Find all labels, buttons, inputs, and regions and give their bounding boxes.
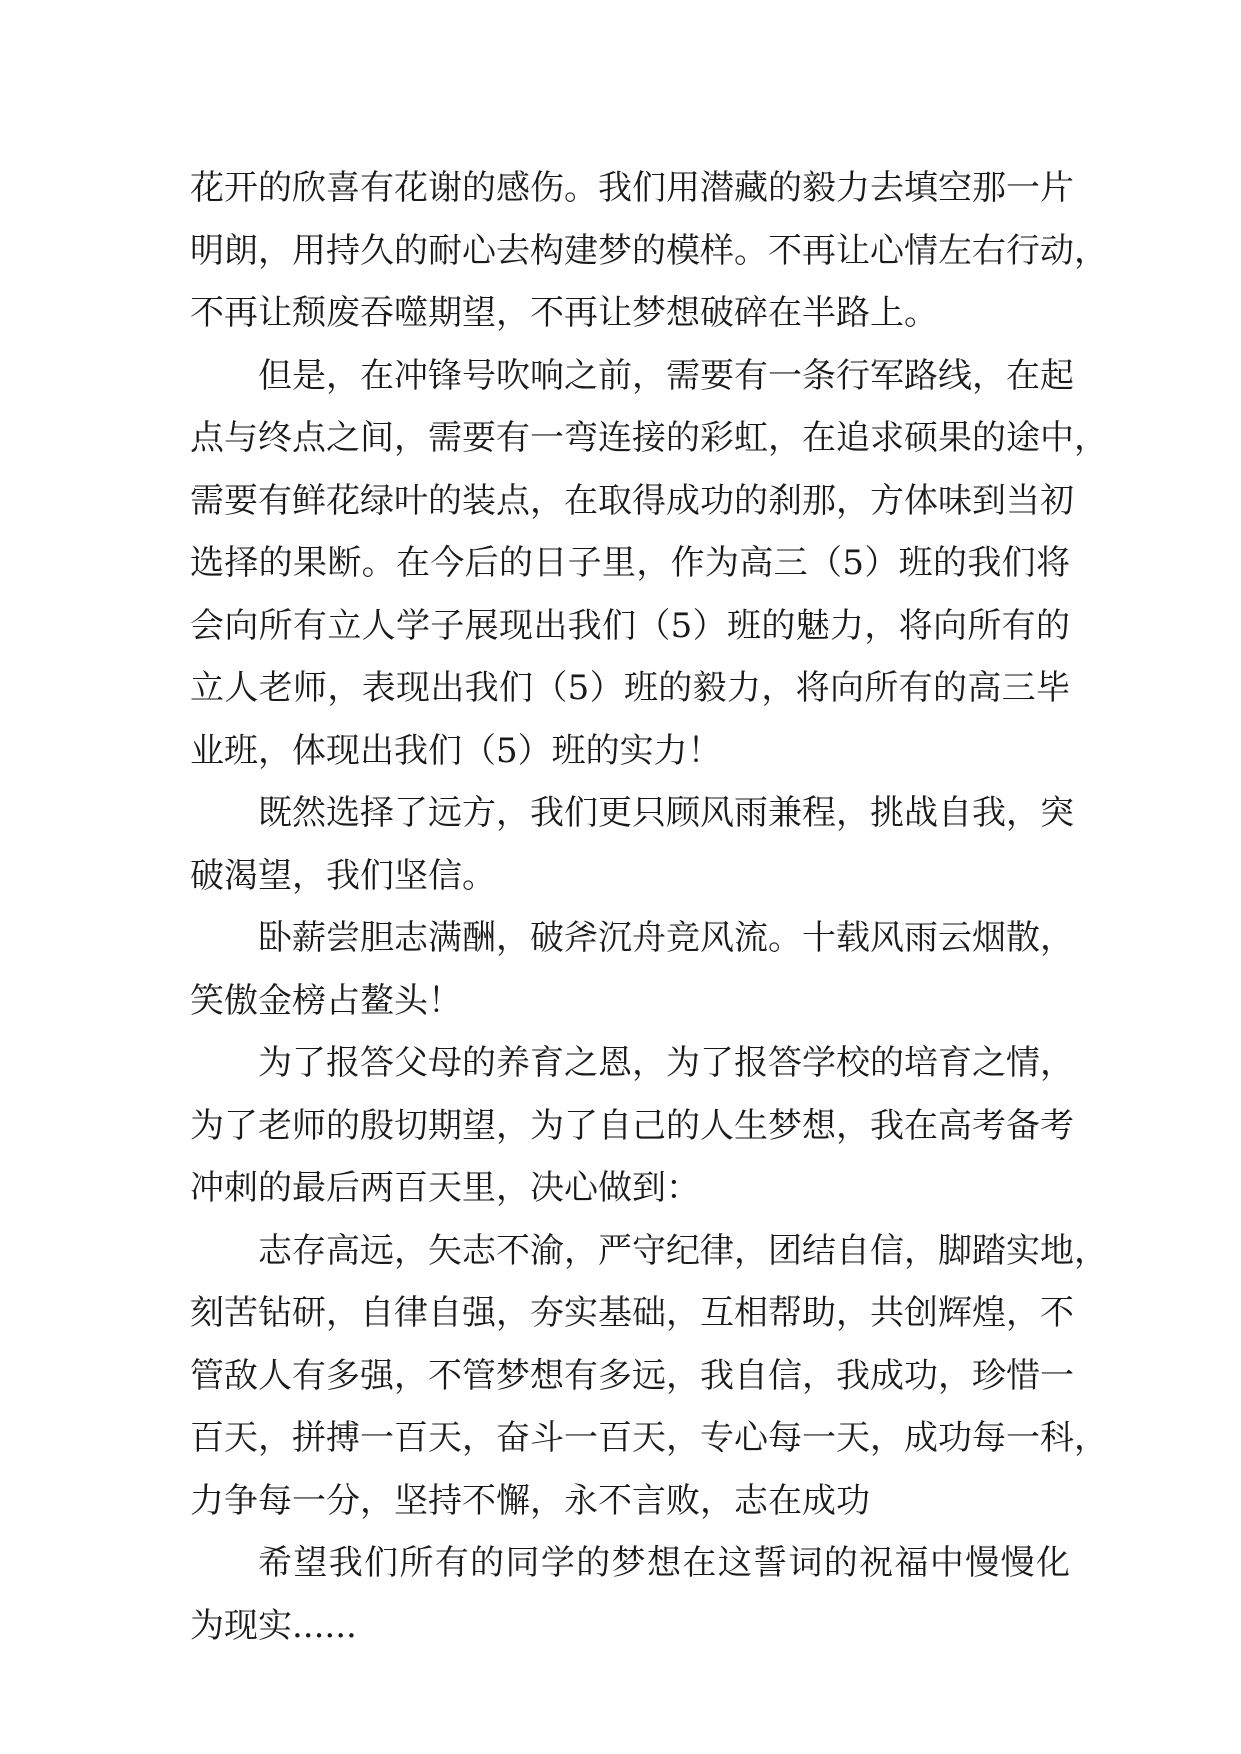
text-line: 冲刺的最后两百天里，决心做到： <box>190 1168 700 1208</box>
text-line: 百天，拼搏一百天，奋斗一百天，专心每一天，成功每一科， <box>190 1418 1108 1458</box>
paragraph-start-line: 但是，在冲锋号吹响之前，需要有一条行军路线，在起 <box>258 355 1074 396</box>
paragraph-start-line: 为了报答父母的养育之恩，为了报答学校的培育之情， <box>258 1043 1074 1083</box>
text-line: 刻苦钻研，自律自强，夯实基础，互相帮助，共创辉煌，不 <box>190 1293 1074 1333</box>
text-line: 笑傲金榜占鳌头！ <box>190 980 462 1021</box>
text-line: 需要有鲜花绿叶的装点，在取得成功的刹那，方体味到当初 <box>190 480 1074 521</box>
paragraph-start-line: 卧薪尝胆志满酬，破斧沉舟竞风流。十载风雨云烟散， <box>258 918 1074 958</box>
text-line: 破渴望，我们坚信。 <box>190 855 496 896</box>
text-line: 业班，体现出我们（5）班的实力！ <box>190 730 722 771</box>
text-line: 花开的欣喜有花谢的感伤。我们用潜藏的毅力去填空那一片 <box>190 168 1074 208</box>
text-line: 立人老师，表现出我们（5）班的毅力，将向所有的高三毕 <box>190 668 1070 708</box>
text-line: 选择的果断。在今后的日子里，作为高三（5）班的我们将 <box>190 543 1070 583</box>
text-line: 点与终点之间，需要有一弯连接的彩虹，在追求硕果的途中， <box>190 418 1108 458</box>
text-line: 为现实...... <box>190 1605 357 1646</box>
paragraph-start-line: 希望我们所有的同学的梦想在这誓词的祝福中慢慢化 <box>258 1543 1070 1583</box>
text-line: 明朗，用持久的耐心去构建梦的模样。不再让心情左右行动， <box>190 230 1108 271</box>
body-text <box>190 157 1108 1657</box>
text-line: 会向所有立人学子展现出我们（5）班的魅力，将向所有的 <box>190 605 1070 646</box>
text-line: 不再让颓废吞噬期望，不再让梦想破碎在半路上。 <box>190 293 938 333</box>
text-line: 为了老师的殷切期望，为了自己的人生梦想，我在高考备考 <box>190 1105 1074 1146</box>
text-line: 管敌人有多强，不管梦想有多远，我自信，我成功，珍惜一 <box>190 1355 1074 1396</box>
paragraph-start-line: 志存高远，矢志不渝，严守纪律，团结自信，脚踏实地， <box>258 1230 1108 1271</box>
text-line: 力争每一分，坚持不懈，永不言败，志在成功 <box>190 1480 870 1521</box>
paragraph-start-line: 既然选择了远方，我们更只顾风雨兼程，挑战自我，突 <box>258 793 1074 833</box>
